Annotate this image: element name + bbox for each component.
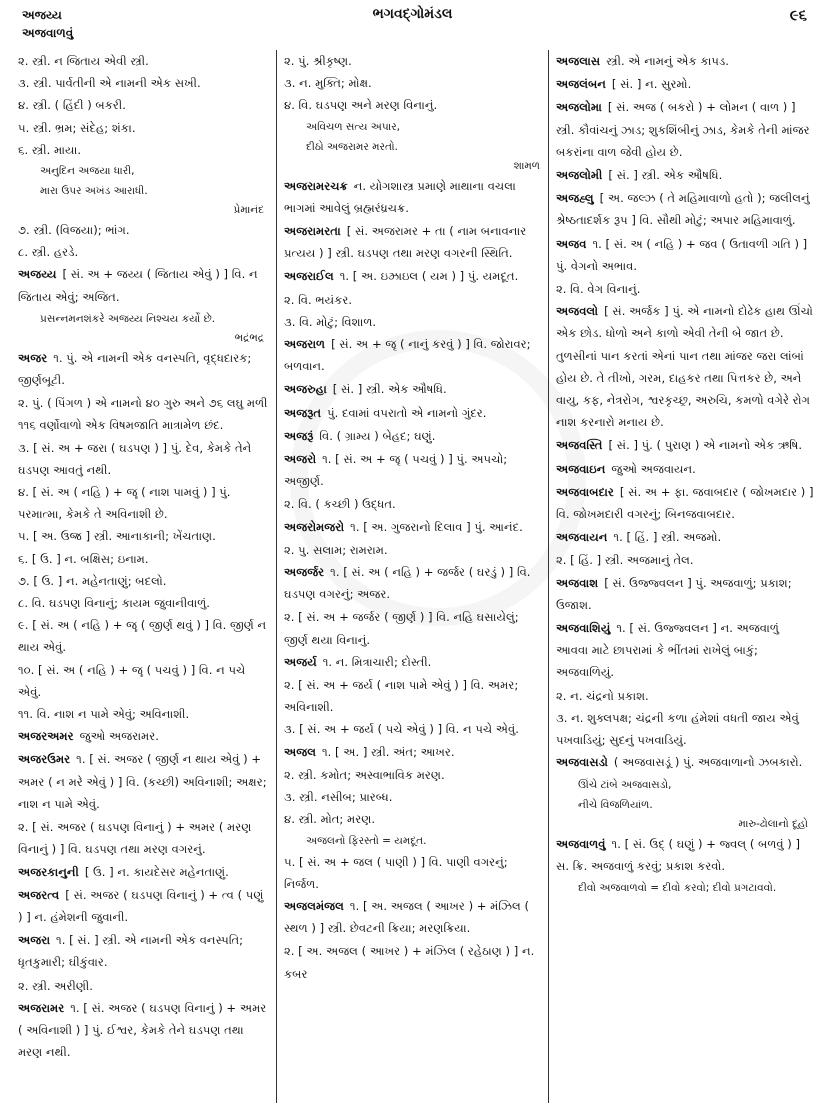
- dictionary-entry: [556, 458, 814, 480]
- entry-definition: ૧. પું. એ નામની એક વનસ્પતિ, વૃદ્ધદારક; જીર્ણબૂટી.: [18, 350, 252, 388]
- dictionary-entry: [18, 861, 270, 883]
- dictionary-entry: [18, 347, 270, 391]
- entry-headword: અજરકાનુની: [18, 864, 79, 879]
- entry-headword: અજરઅમર: [18, 729, 74, 744]
- usage-quote: મારા ઉપર અખંડ આરાધી.: [40, 185, 148, 198]
- sense-definition: ૪. સ્ત્રી. મોત; મરણ.: [284, 812, 376, 827]
- entry-definition: ૧. [ સં. અ ( નહિ ) + જર્જર ( ઘરડું ) ] વિ. ઘડપણ વગરનું; અજર.: [284, 565, 531, 602]
- dictionary-entry: [18, 929, 270, 973]
- sense-definition: ૪. [ સં. અ ( નહિ ) + જૄ ( નાશ પામવું ) ] પું. પરમાત્મા, કેમકે તે અવિનાશી છે.: [18, 485, 231, 522]
- entry-headword: અજવાયન: [556, 530, 608, 545]
- quote-attribution: ભદ્રંભદ્ર: [234, 331, 264, 344]
- entry-definition: [ સં. ] પું. ( પુરાણ ) એ નામનો એક ઋષિ.: [608, 438, 803, 453]
- entry-headword: અજર્જર: [284, 565, 325, 580]
- sense-definition: ૨. વિ. વેગ વિનાનું.: [556, 282, 641, 297]
- dictionary-entry: [556, 751, 814, 773]
- sense-definition: ૫. સ્ત્રી. ભ્રમ; સંદેહ; શંકા.: [18, 120, 136, 135]
- column-3: [556, 50, 814, 1105]
- dictionary-entry: [556, 617, 814, 684]
- usage-quote: દીઠો અજરામર મરતો.: [306, 140, 398, 153]
- entry-definition: ( અજવાસડૂં ) પું. અજવાળાનો ઝબકારો.: [613, 755, 803, 770]
- dictionary-entry: [284, 402, 546, 424]
- dictionary-entry: [284, 265, 546, 287]
- entry-definition: ૧. [ સં. ઉદ્ ( ઘણું ) + જ્વલ્ ( બળવું ) ] સ. ક્રિ. અજવાળું કરવું; પ્રકાશ કરવો.: [556, 836, 801, 873]
- entry-definition: ૧. ન. મિત્રાચારી; દોસ્તી.: [322, 654, 432, 669]
- entry-headword: અજરોમજરો: [284, 519, 345, 534]
- entry-headword: અજરઉમર: [18, 752, 71, 767]
- dictionary-entry: [556, 233, 814, 277]
- sense-definition: ૨. [ સં. અ + જર્ય ( નાશ પામે એવું ) ] વિ. અમર; અવિનાશી.: [284, 678, 519, 715]
- quote-attribution: મારુ-ઢોલાનો દૂહો: [738, 817, 808, 830]
- sense-definition: ૨. સ્ત્રી. અરીણી.: [18, 978, 93, 993]
- quote-attribution: શામળ: [513, 159, 540, 172]
- column-divider: [548, 50, 549, 1103]
- usage-quote: નીચે વિજળિયાંળ.: [578, 798, 653, 811]
- dictionary-entry: [556, 187, 814, 231]
- entry-definition: ૧. [ અ. ગુજરાનો દિલાવ ] પું. આનંદ.: [350, 519, 523, 534]
- entry-definition: ૧. [ સં. ] સ્ત્રી. એ નામની એક વનસ્પતિ; ધૃતકુમારી; ઘીકુંવાર.: [18, 933, 244, 970]
- entry-definition: [ સં. અર્જક ] પું. એ નામનો દોઢેક હાથ ઊંચો એક છોડ. ધોળો અને કાળો એવી તેની બે જાત છે. તુળસીનાં પાન કરતાં એનાં પાન તથા માંજર જરા લાંબાં હોય છે. તે તીખો, ગરમ, દાહકર તથા પિત્તકર છે, અને વાયુ, કફ, નેત્રરોગ, શ્વરકૃચ્છ્ર, અરુચિ, કમળો વગેરે રોગ નાશ કરનારો મનાય છે.: [556, 304, 813, 430]
- entry-definition: [ સં. ] સ્ત્રી. એક ઔષધિ.: [332, 382, 447, 397]
- entry-definition: [ અ. જલ્ઝ ( તે મહિમાવાળો હતો ); જલીલનું શ્રેષ્ઠતાદર્શક રૂપ ] વિ. સૌથી મોટું; અપાર મહિમાવાળું.: [556, 191, 810, 228]
- sense-definition: ૩. સ્ત્રી. નસીબ; પ્રારબ્ધ.: [284, 790, 393, 805]
- entry-headword: અજવાસડો: [556, 755, 608, 770]
- sense-definition: ૪. વિ. ઘડપણ અને મરણ વિનાનું.: [284, 98, 438, 113]
- dictionary-entry: [284, 561, 546, 605]
- entry-definition: [ સં. અજર ( ઘડપણ વિનાનું ) + ત્વ ( પણું ) ] ન. હંમેશની જુવાની.: [18, 887, 264, 924]
- entry-definition: ૧. [ સં. અજર ( ઘડપણ વિનાનું ) + અમર ( અવિનાશી ) ] પું. ઈશ્વર, કેમકે તેને ઘડપણ તથા મરણ નથી.: [18, 1000, 267, 1060]
- entry-headword: અજવાળવું: [556, 836, 606, 851]
- entry-headword: અજલમંજલ: [284, 898, 344, 913]
- book-title: ભગવદ્ગોમંડલ: [372, 6, 453, 22]
- dictionary-entry: [18, 263, 270, 307]
- page-number: ૯૬: [789, 6, 807, 24]
- sense-definition: ૨. ન. ચંદ્રનો પ્રકાશ.: [556, 688, 649, 703]
- entry-headword: અજરુહા: [284, 382, 327, 397]
- dictionary-entry: [556, 73, 814, 95]
- dictionary-entry: [556, 526, 814, 548]
- sense-definition: ૨. [ સં. અ + જર્જર ( જીર્ણ ) ] વિ. નહિ ઘસાયેલું; જીર્ણ થયા વિનાનું.: [284, 610, 519, 647]
- entry-definition: ૧. [ સં. અ + જૃ ( પચવું ) ] પું. અપચો; અજીર્ણ.: [284, 452, 508, 489]
- entry-definition: જુઓ અજવાયન.: [611, 461, 696, 476]
- entry-headword: અજલોમી: [556, 168, 603, 183]
- column-2: [284, 50, 546, 1105]
- entry-headword: અજલંબન: [556, 77, 606, 92]
- entry-definition: ૧. [ હિં. ] સ્ત્રી. અજમો.: [613, 530, 722, 545]
- sense-definition: ૭. [ ઉ. ] ન. મહેનતાણું; બદલો.: [18, 573, 167, 588]
- dictionary-entry: [18, 997, 270, 1064]
- sense-definition: ૨. [ સં. અજર ( ઘડપણ વિનાનું ) + અમર ( મરણ વિનાનું ) ] વિ. ઘડપણ તથા મરણ વગરનું.: [18, 820, 252, 857]
- quote-attribution: પ્રેમાનંદ: [233, 204, 264, 217]
- dictionary-entry: [556, 300, 814, 433]
- sense-definition: ૨. પું. ( પિંગળ ) એ નામનો ૪૦ ગુરુ અને ૭૬ લઘુ મળી ૧૧૬ વર્ણોવાળો એક વિષમજાતિ માત્રામેળ છંદ.: [18, 396, 268, 433]
- entry-headword: અજહ્લુ: [556, 191, 594, 206]
- entry-definition: [ સં. અ + જૃ ( નાનું કરવું ) ] વિ. જોરાવર; બળવાન.: [284, 337, 531, 374]
- entry-headword: અજવાશ: [556, 575, 599, 590]
- sense-definition: ૮. વિ. ઘડપણ વિનાનું; કાયમ જુવાનીવાળું.: [18, 596, 210, 611]
- entry-definition: ૧. [ સં. અજર ( જીર્ણ ન થાય એવું ) + અમર ( ન મરે એવું ) ] વિ. (કચ્છી) અવિનાશી; અક્ષર; નાશ ન પામે એવું.: [18, 752, 267, 811]
- dictionary-entry: [556, 96, 814, 163]
- entry-headword: અજરામર: [18, 1000, 65, 1015]
- sense-definition: ૨. પુ. સલામ; રામરામ.: [284, 542, 388, 557]
- sense-definition: ૨. [ અ. અજલ ( આખર ) + મંઝિલ ( રહેઠાણ ) ] ન. કબર: [284, 944, 535, 981]
- entry-headword: અજવાબદાર: [556, 484, 614, 499]
- entry-headword: અજર: [18, 350, 48, 365]
- sense-definition: ૨. સ્ત્રી. ન જિતાય એવી સ્ત્રી.: [18, 54, 149, 68]
- dictionary-entry: [284, 516, 546, 538]
- entry-headword: અજલ: [284, 744, 316, 759]
- usage-quote: અનુદિન અજયા ધારી,: [40, 165, 135, 178]
- entry-definition: [ સં. ] સ્ત્રી. એક ઔષધિ.: [608, 168, 723, 183]
- dictionary-entry: [284, 741, 546, 763]
- sense-definition: ૩. સ્ત્રી. પાર્વતીની એ નામની એક સખી.: [18, 76, 201, 91]
- sense-definition: ૩. [ સં. અ + જરા ( ઘડપણ ) ] પું. દેવ, કેમકે તેને ઘડપણ આવતું નથી.: [18, 440, 252, 477]
- entry-headword: અજરો: [284, 452, 317, 467]
- dictionary-entry: [284, 425, 546, 447]
- dictionary-entry: [556, 50, 814, 72]
- dictionary-entry: [284, 333, 546, 377]
- entry-definition: [ ઉ. ] ન. કાયદેસર મહેનતાણું.: [84, 864, 229, 879]
- dictionary-entry: [284, 448, 546, 492]
- sense-definition: ૭. સ્ત્રી. (વિજયા); ભાંગ.: [18, 223, 130, 238]
- dictionary-entry: [18, 748, 270, 815]
- entry-definition: ૧. [ અ. ] સ્ત્રી. અંત; આખર.: [321, 744, 455, 759]
- sense-definition: ૨. [ હિં. ] સ્ત્રી. અજમાનું તેલ.: [556, 553, 694, 568]
- entry-definition: [ સં. અ + જય્ય ( જિતાય એવું ) ] વિ. ન જિતાય એવું; અજિત.: [18, 267, 258, 304]
- entry-headword: અજલાસ: [556, 54, 601, 68]
- dictionary-entry: [556, 434, 814, 456]
- entry-headword: અજર્ય: [284, 654, 317, 669]
- column-divider: [276, 50, 277, 1103]
- sense-definition: ૫. [ અ. ઉજ્ર ] સ્ત્રી. આનાકાની; ખેંચતાણ.: [18, 529, 216, 544]
- dictionary-entry: [556, 572, 814, 616]
- guide-word-last: અજવાળવું: [22, 26, 74, 40]
- sense-definition: ૬. સ્ત્રી. માયા.: [18, 142, 82, 157]
- entry-definition: ૧. [ અ. ઇઝ્રાઇલ ( યમ ) ] પું. યમદૂત.: [339, 269, 519, 284]
- dictionary-entry: [284, 378, 546, 400]
- entry-headword: અજરા: [18, 933, 51, 948]
- entry-headword: અજરત્વ: [18, 887, 60, 902]
- entry-definition: [ સં. ઉજ્જ્વલન ] પું. અજવાળું; પ્રકાશ; ઉજાશ.: [556, 575, 792, 612]
- entry-definition: સ્ત્રી. એ નામનું એક કાપડ.: [606, 54, 729, 68]
- entry-headword: અજરાઈલ: [284, 269, 334, 284]
- dictionary-entry: [284, 895, 546, 939]
- dictionary-entry: [556, 833, 814, 877]
- sense-definition: ૧૦. [ સં. અ ( નહિ ) + જૄ ( પચવું ) ] વિ. ન પચે એવું.: [18, 662, 246, 699]
- dictionary-entry: [556, 164, 814, 186]
- sense-definition: ૩. વિ. મોટું; વિશાળ.: [284, 314, 377, 329]
- entry-definition: ૧. [ સં. અ ( નહિ ) + જવ ( ઉતાવળી ગતિ ) ] પું. વેગનો અભાવ.: [556, 236, 808, 273]
- usage-quote: અવિચળ સત્ય અપાર,: [306, 120, 400, 133]
- dictionary-entry: [284, 651, 546, 673]
- entry-headword: અજરામરતા: [284, 224, 341, 239]
- entry-headword: અજવલો: [556, 304, 599, 319]
- entry-definition: [ સં. અ + ફા. જવાબદાર ( જોખમદાર ) ] વિ. જોખમદારી વગરનું; બિનજવાબદાર.: [556, 484, 814, 522]
- sense-definition: ૪. સ્ત્રી. ( હિંદી ) બકરી.: [18, 98, 126, 113]
- entry-definition: [ સં. ] ન. સુરમો.: [611, 77, 692, 92]
- sense-definition: ૨. વિ. ભયંકર.: [284, 292, 353, 307]
- entry-headword: અજરૂત: [284, 405, 322, 420]
- usage-quote: ઊંચે ટાંબે અજવાસડો,: [578, 778, 672, 791]
- entry-definition: ૧. [ અ. અજલ ( આખર ) + મંઝિલ ( સ્થળ ) ] સ્ત્રી. છેવટની ક્રિયા; મરણક્રિયા.: [284, 898, 530, 936]
- entry-definition: જુઓ અજરામર.: [79, 729, 159, 744]
- usage-quote: અજલનો ફિરસ્તો = યમદૂત.: [306, 834, 427, 847]
- entry-headword: અજલોમા: [556, 100, 602, 115]
- sense-definition: ૫. [ સં. અ + જલ ( પાણી ) ] વિ. પાણી વગરનું; નિર્જળ.: [284, 854, 508, 891]
- entry-definition: પું. દવામાં વપરાતો એ નામનો ગુંદર.: [327, 405, 487, 420]
- dictionary-entry: [284, 220, 546, 264]
- entry-headword: અજવાઇન: [556, 461, 606, 476]
- column-1: [18, 50, 270, 1105]
- sense-definition: ૨. સ્ત્રી. કમોત; અસ્વાભાવિક મરણ.: [284, 767, 445, 782]
- sense-definition: ૩. [ સં. અ + જર્ય ( પચે એવું ) ] વિ. ન પચે એવું.: [284, 722, 519, 737]
- entry-headword: અજવ: [556, 236, 587, 251]
- sense-definition: ૩. ન. મુક્તિ; મોક્ષ.: [284, 76, 372, 91]
- entry-definition: ૧. [ સં. ઉજ્જ્વલન ] ન. અજવાળું આવવા માટે છાપરામાં કે ભીંતમાં રાખેલું બાકું; અજવાળિયું.: [556, 621, 779, 680]
- sense-definition: ૧૧. વિ. નાશ ન પામે એવું; અવિનાશી.: [18, 707, 190, 722]
- page-header: [0, 0, 825, 48]
- entry-definition: વિ. ( ગ્રામ્ય ) બેહદ; ઘણું.: [319, 428, 436, 443]
- sense-definition: ૨. વિ. ( કચ્છી ) ઉદ્ધત.: [284, 497, 396, 512]
- entry-headword: અજવાશિયું: [556, 621, 611, 636]
- entry-headword: અજરૂં: [284, 428, 314, 443]
- entry-definition: [ સં. અજરામર + તા ( નામ બનાવનાર પ્રત્યય ) ] સ્ત્રી. ઘડપણ તથા મરણ વગરની સ્થિતિ.: [284, 224, 527, 261]
- sense-definition: ૯. [ સં. અ ( નહિ ) + જૄ ( જીર્ણ થવું ) ] વિ. જીર્ણ ન થાય એવું.: [18, 618, 267, 655]
- sense-definition: ૨. પું. શ્રીકૃષ્ણ.: [284, 54, 352, 68]
- entry-headword: અજય્ય: [18, 267, 57, 282]
- entry-headword: અજરાળ: [284, 337, 326, 352]
- guide-word-first: અજય્ય: [22, 8, 62, 22]
- dictionary-entry: [556, 481, 814, 525]
- entry-headword: અજવસ્તિ: [556, 438, 603, 453]
- dictionary-entry: [284, 175, 546, 219]
- usage-quote: પ્રસન્નમનશંકરે અજય્ય નિશ્ચય કર્યો છે.: [40, 312, 216, 325]
- dictionary-entry: [18, 884, 270, 928]
- entry-definition: [ સં. અજ ( બકરો ) + લોમન ( વાળ ) ] સ્ત્રી. કૌવાંચનું ઝાડ; શુકશિંબીનું ઝાડ, કેમકે તેની માંજર બકરાંના વાળ જેવી હોય છે.: [556, 100, 810, 159]
- usage-quote: દીવો અજવાળવો = દીવો કરવો; દીવો પ્રગટાવવો.: [578, 881, 777, 894]
- entry-headword: અજરામરચક્ર: [284, 178, 348, 193]
- sense-definition: ૩. ન. શુક્લપક્ષ; ચંદ્રની કળા હંમેશાં વધતી જાય એવું પખવાડિયું; સુદનું પખવાડિયું.: [556, 710, 799, 748]
- sense-definition: ૮. સ્ત્રી. હરડે.: [18, 245, 79, 260]
- dictionary-entry: [18, 725, 270, 747]
- entry-definition: ન. યોગશાસ્ત્ર પ્રમાણે માથાના વચલા ભાગમાં આવેલું બ્રહ્મરંધ્રચક્ર.: [284, 178, 516, 215]
- sense-definition: ૬. [ ઉ. ] ન. બક્ષિસ; ઇનામ.: [18, 551, 149, 566]
